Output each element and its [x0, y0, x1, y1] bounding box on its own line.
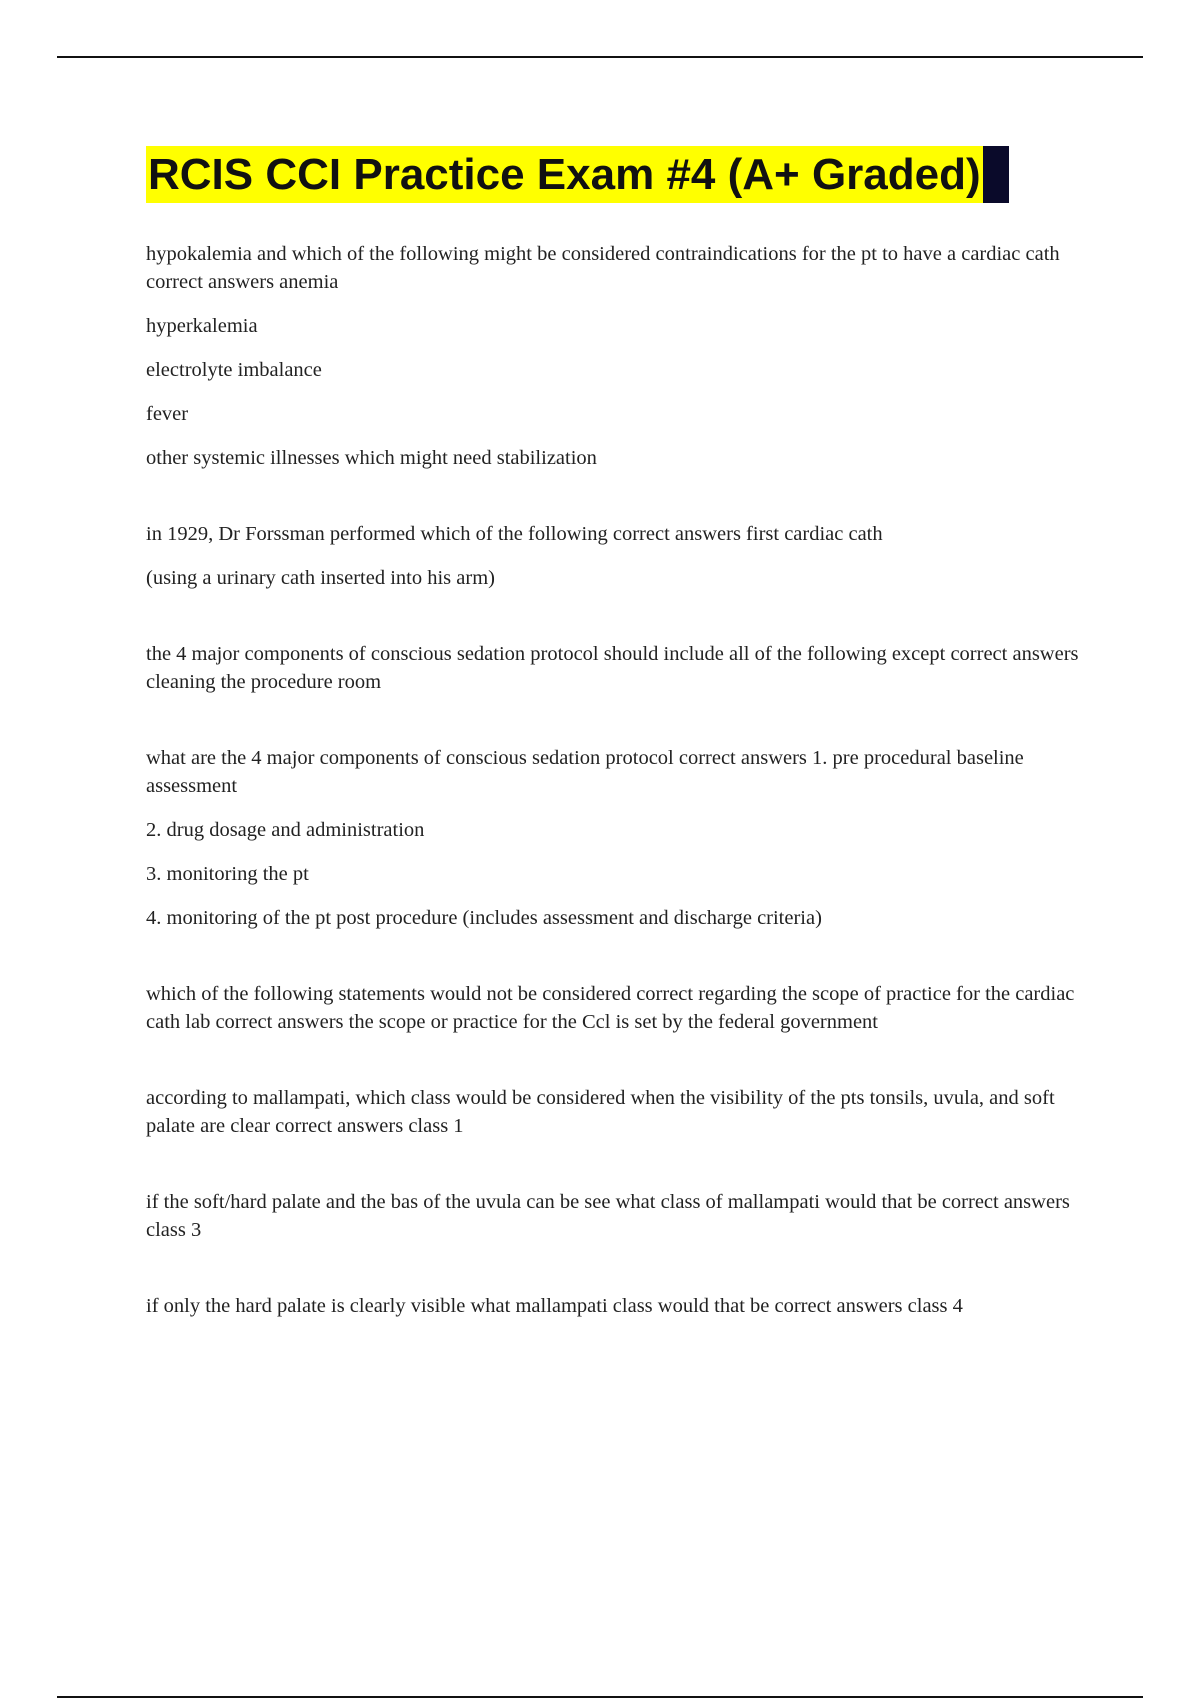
paragraph: other systemic illnesses which might need stabilization — [146, 447, 597, 469]
top-rule — [57, 56, 1143, 58]
qa-block-6 — [146, 1084, 1086, 1140]
document-title: RCIS CCI Practice Exam #4 (A+ Graded) — [146, 146, 983, 203]
paragraph: 3. monitoring the pt — [146, 863, 309, 885]
qa-block-3 — [146, 640, 1086, 696]
qa-block-5 — [146, 980, 1086, 1036]
paragraph: if only the hard palate is clearly visible what mallampati class would that be correct answers class 4 — [146, 1295, 963, 1317]
paragraph: (using a urinary cath inserted into his arm) — [146, 567, 495, 589]
text-cursor-block — [983, 146, 1009, 203]
paragraph: 4. monitoring of the pt post procedure (includes assessment and discharge criteria) — [146, 907, 822, 929]
paragraph: which of the following statements would not be considered correct regarding the scope of practice for the cardiac cath lab correct answers the scope or practice for the Ccl is set by the federal government — [146, 983, 1075, 1033]
qa-block-4 — [146, 744, 1086, 932]
paragraph: electrolyte imbalance — [146, 359, 322, 381]
paragraph: fever — [146, 403, 189, 425]
document-body — [146, 240, 1086, 1368]
paragraph: hyperkalemia — [146, 315, 258, 337]
paragraph: if the soft/hard palate and the bas of the uvula can be see what class of mallampati would that be correct answers class 3 — [146, 1191, 1070, 1241]
bottom-rule — [57, 1696, 1143, 1698]
title-wrap — [146, 146, 1009, 203]
qa-block-8 — [146, 1292, 1086, 1320]
qa-block-7 — [146, 1188, 1086, 1244]
paragraph: hypokalemia and which of the following might be considered contraindications for the pt to have a cardiac cath correct answers anemia — [146, 243, 1060, 293]
paragraph: 2. drug dosage and administration — [146, 819, 425, 841]
paragraph: according to mallampati, which class would be considered when the visibility of the pts tonsils, uvula, and soft palate are clear correct answers class 1 — [146, 1087, 1055, 1137]
paragraph: in 1929, Dr Forssman performed which of the following correct answers first cardiac cath — [146, 523, 883, 545]
qa-block-2 — [146, 520, 1086, 592]
qa-block-1 — [146, 240, 1086, 472]
paragraph: the 4 major components of conscious sedation protocol should include all of the following except correct answers cleaning the procedure room — [146, 643, 1079, 693]
paragraph: what are the 4 major components of conscious sedation protocol correct answers 1. pre procedural baseline assessment — [146, 747, 1024, 797]
